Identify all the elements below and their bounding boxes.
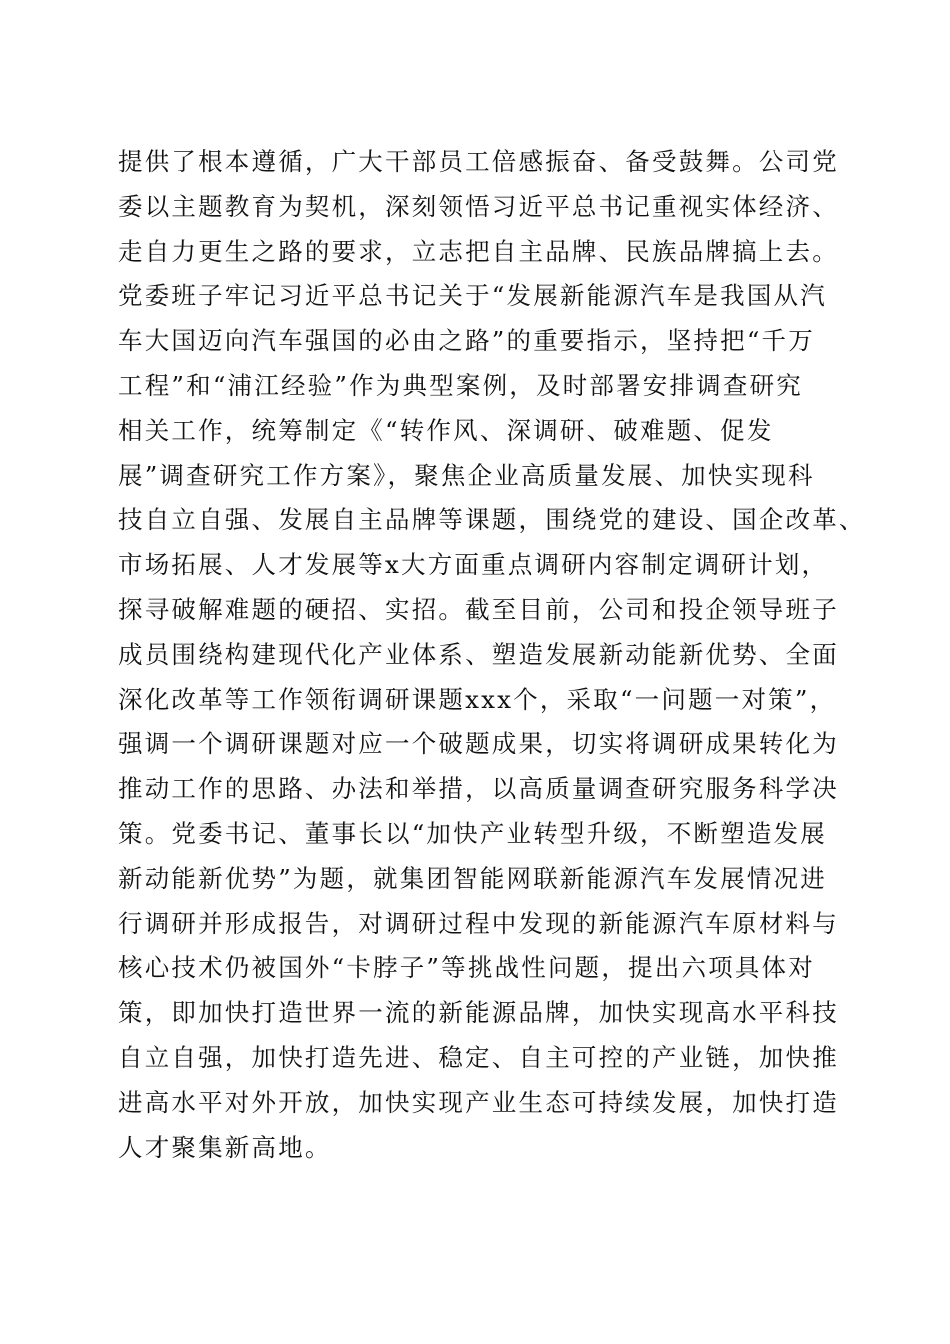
text-line: 党委班子牢记习近平总书记关于“发展新能源汽车是我国从汽 [118,281,827,311]
text-line: 深化改革等工作领衔调研课题xxx个，采取“一问题一对策”， [118,684,837,714]
text-line: 策。党委书记、董事长以“加快产业转型升级，不断塑造发展 [118,818,827,848]
text-line: 进高水平对外开放，加快实现产业生态可持续发展，加快打造 [118,1087,839,1117]
text-line: 提供了根本遵循，广大干部员工倍感振奋、备受鼓舞。公司党 [118,147,839,176]
text-line: 人才聚集新高地。 [118,1132,332,1162]
text-line: 自立自强，加快打造先进、稳定、自主可控的产业链，加快推 [118,1042,839,1072]
body-paragraph [118,140,866,1170]
text-line: 行调研并形成报告，对调研过程中发现的新能源汽车原材料与 [118,908,839,938]
text-line: 走自力更生之路的要求，立志把自主品牌、民族品牌搞上去。 [118,236,839,266]
text-line: 新动能新优势”为题，就集团智能网联新能源汽车发展情况进 [118,863,827,893]
text-line: 推动工作的思路、办法和举措，以高质量调查研究服务科学决 [118,774,839,804]
text-line: 市场拓展、人才发展等x大方面重点调研内容制定调研计划， [118,550,829,580]
text-line: 车大国迈向汽车强国的必由之路”的重要指示，坚持把“千万 [118,326,815,356]
text-line: 相关工作，统筹制定《“转作风、深调研、破难题、促发 [118,415,774,445]
text-line: 探寻破解难题的硬招、实招。截至目前，公司和投企领导班子 [118,594,839,624]
text-line: 策，即加快打造世界一流的新能源品牌，加快实现高水平科技 [118,998,839,1028]
text-line: 核心技术仍被国外“卡脖子”等挑战性问题，提出六项具体对 [118,953,815,983]
text-line: 展”调查研究工作方案》，聚焦企业高质量发展、加快实现科 [118,460,815,490]
text-line: 技自立自强、发展自主品牌等课题，围绕党的建设、国企改革、 [118,505,866,535]
text-line: 委以主题教育为契机，深刻领悟习近平总书记重视实体经济、 [118,191,839,221]
text-line: 成员围绕构建现代化产业体系、塑造发展新动能新优势、全面 [118,639,839,669]
text-line: 强调一个调研课题对应一个破题成果，切实将调研成果转化为 [118,729,839,759]
text-line: 工程”和“浦江经验”作为典型案例，及时部署安排调查研究 [118,370,803,400]
